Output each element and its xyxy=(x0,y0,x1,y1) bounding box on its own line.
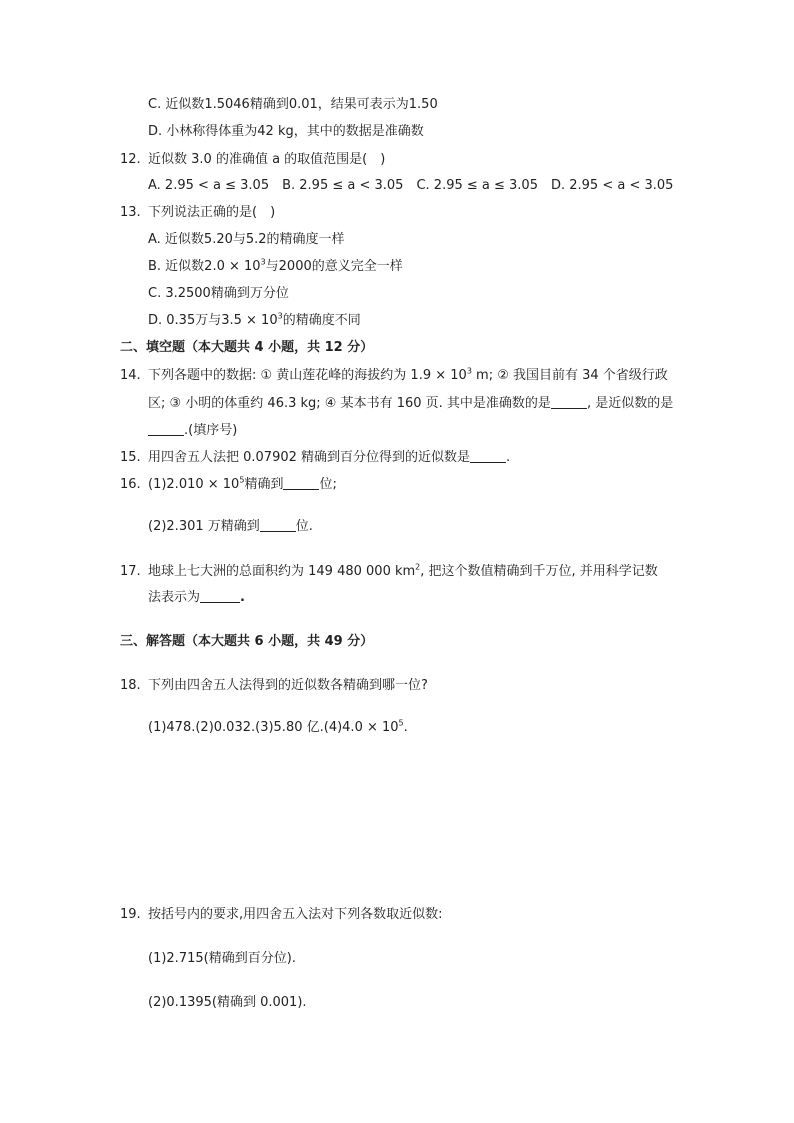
q13-option-a: A. 近似数5.20与5.2的精确度一样 xyxy=(148,232,345,247)
q17-blank[interactable] xyxy=(200,590,240,603)
q19-part-2: (2)0.1395(精确到 0.001). xyxy=(148,995,307,1010)
q16-part-1 xyxy=(148,476,337,494)
q19-number: 19. xyxy=(120,907,141,922)
q13-text: 下列说法正确的是( ) xyxy=(148,205,276,220)
q14-l2-post: , 是近似数的是 xyxy=(586,396,674,411)
q16-number: 16. xyxy=(120,477,141,492)
q14-l3-post: .(填序号) xyxy=(184,423,238,438)
q14-l2-pre: 区; ③ 小明的体重约 46.3 kg; ④ 某本书有 160 页. 其中是准确数的是 xyxy=(148,396,551,411)
q15-pre: 用四舍五人法把 0.07902 精确到百分位得到的近似数是 xyxy=(148,450,471,465)
q16-1-mid: 精确到 xyxy=(244,477,284,492)
q18-number: 18. xyxy=(120,678,141,693)
q12-number: 12. xyxy=(120,152,141,167)
q14-l1-post: m; ② 我国目前有 34 个省级行政 xyxy=(471,368,668,383)
q18-text: 下列由四舍五人法得到的近似数各精确到哪一位? xyxy=(148,678,428,693)
q18-sub-exp: 5 xyxy=(398,718,404,728)
q14-blank-1[interactable] xyxy=(551,396,587,409)
q17-l1-pre: 地球上七大洲的总面积约为 149 480 000 km xyxy=(148,564,416,579)
option-c-prev: C. 近似数1.5046精确到0.01，结果可表示为1.50 xyxy=(148,97,438,112)
q16-2-pre: (2)2.301 万精确到 xyxy=(148,519,260,534)
q17-l1-exp: 2 xyxy=(415,562,421,572)
q13-option-b xyxy=(148,258,403,276)
q18-sub-pre: (1)478.(2)0.032.(3)5.80 亿.(4)4.0 × 10 xyxy=(148,720,399,735)
section-fill-blank-heading: 二、填空题（本大题共 4 小题，共 12 分） xyxy=(120,340,374,355)
q14-blank-2[interactable] xyxy=(148,423,184,436)
q13-b-post: 与2000的意义完全一样 xyxy=(265,259,403,274)
q13-b-pre: B. 近似数2.0 × 10 xyxy=(148,259,261,274)
q16-part-2 xyxy=(148,518,313,536)
q13-b-exp: 3 xyxy=(260,257,266,267)
q16-1-exp: 5 xyxy=(239,475,245,485)
q17-l1-post: , 把这个数值精确到千万位, 并用科学记数 xyxy=(420,564,658,579)
q15-blank[interactable] xyxy=(470,450,506,463)
q17-l2-post: . xyxy=(240,590,245,605)
q16-2-post: 位. xyxy=(295,519,313,534)
q16-blank-1[interactable] xyxy=(283,477,319,490)
q13-option-d xyxy=(148,312,361,330)
q12-options: A. 2.95 < a ≤ 3.05 B. 2.95 ≤ a < 3.05 C. 2.95 ≤ a ≤ 3.05 D. 2.95 < a < 3.05 xyxy=(148,178,674,193)
q18-sub-post: . xyxy=(403,720,408,735)
q14-line-1 xyxy=(148,367,668,385)
q17-line-1 xyxy=(148,563,658,581)
q14-number: 14. xyxy=(120,368,141,383)
option-d-prev: D. 小林称得体重为42 kg，其中的数据是准确数 xyxy=(148,124,424,139)
q19-text: 按括号内的要求,用四舍五入法对下列各数取近似数: xyxy=(148,907,443,922)
q13-d-post: 的精确度不同 xyxy=(282,313,361,328)
q14-l1-pre: 下列各题中的数据: ① 黄山莲花峰的海拔约为 1.9 × 10 xyxy=(148,368,467,383)
q16-1-post: 位; xyxy=(319,477,337,492)
q17-l2-pre: 法表示为 xyxy=(148,590,201,605)
q16-1-pre: (1)2.010 × 10 xyxy=(148,477,240,492)
q13-option-c: C. 3.2500精确到万分位 xyxy=(148,286,289,301)
q17-line-2 xyxy=(148,589,245,607)
q15-post: . xyxy=(506,450,511,465)
q15-number: 15. xyxy=(120,450,141,465)
q15-text xyxy=(148,449,510,467)
q14-l1-exp: 3 xyxy=(466,366,472,376)
q13-d-pre: D. 0.35万与3.5 × 10 xyxy=(148,313,278,328)
q14-line-3 xyxy=(148,422,237,440)
q16-blank-2[interactable] xyxy=(260,519,296,532)
q18-subitems xyxy=(148,719,408,737)
section-solution-heading: 三、解答题（本大题共 6 小题，共 49 分） xyxy=(120,634,374,649)
q12-text: 近似数 3.0 的准确值 a 的取值范围是( ) xyxy=(148,152,386,167)
q17-number: 17. xyxy=(120,564,141,579)
q13-d-exp: 3 xyxy=(277,311,283,321)
q19-part-1: (1)2.715(精确到百分位). xyxy=(148,951,296,966)
q13-number: 13. xyxy=(120,205,141,220)
q14-line-2 xyxy=(148,395,673,413)
